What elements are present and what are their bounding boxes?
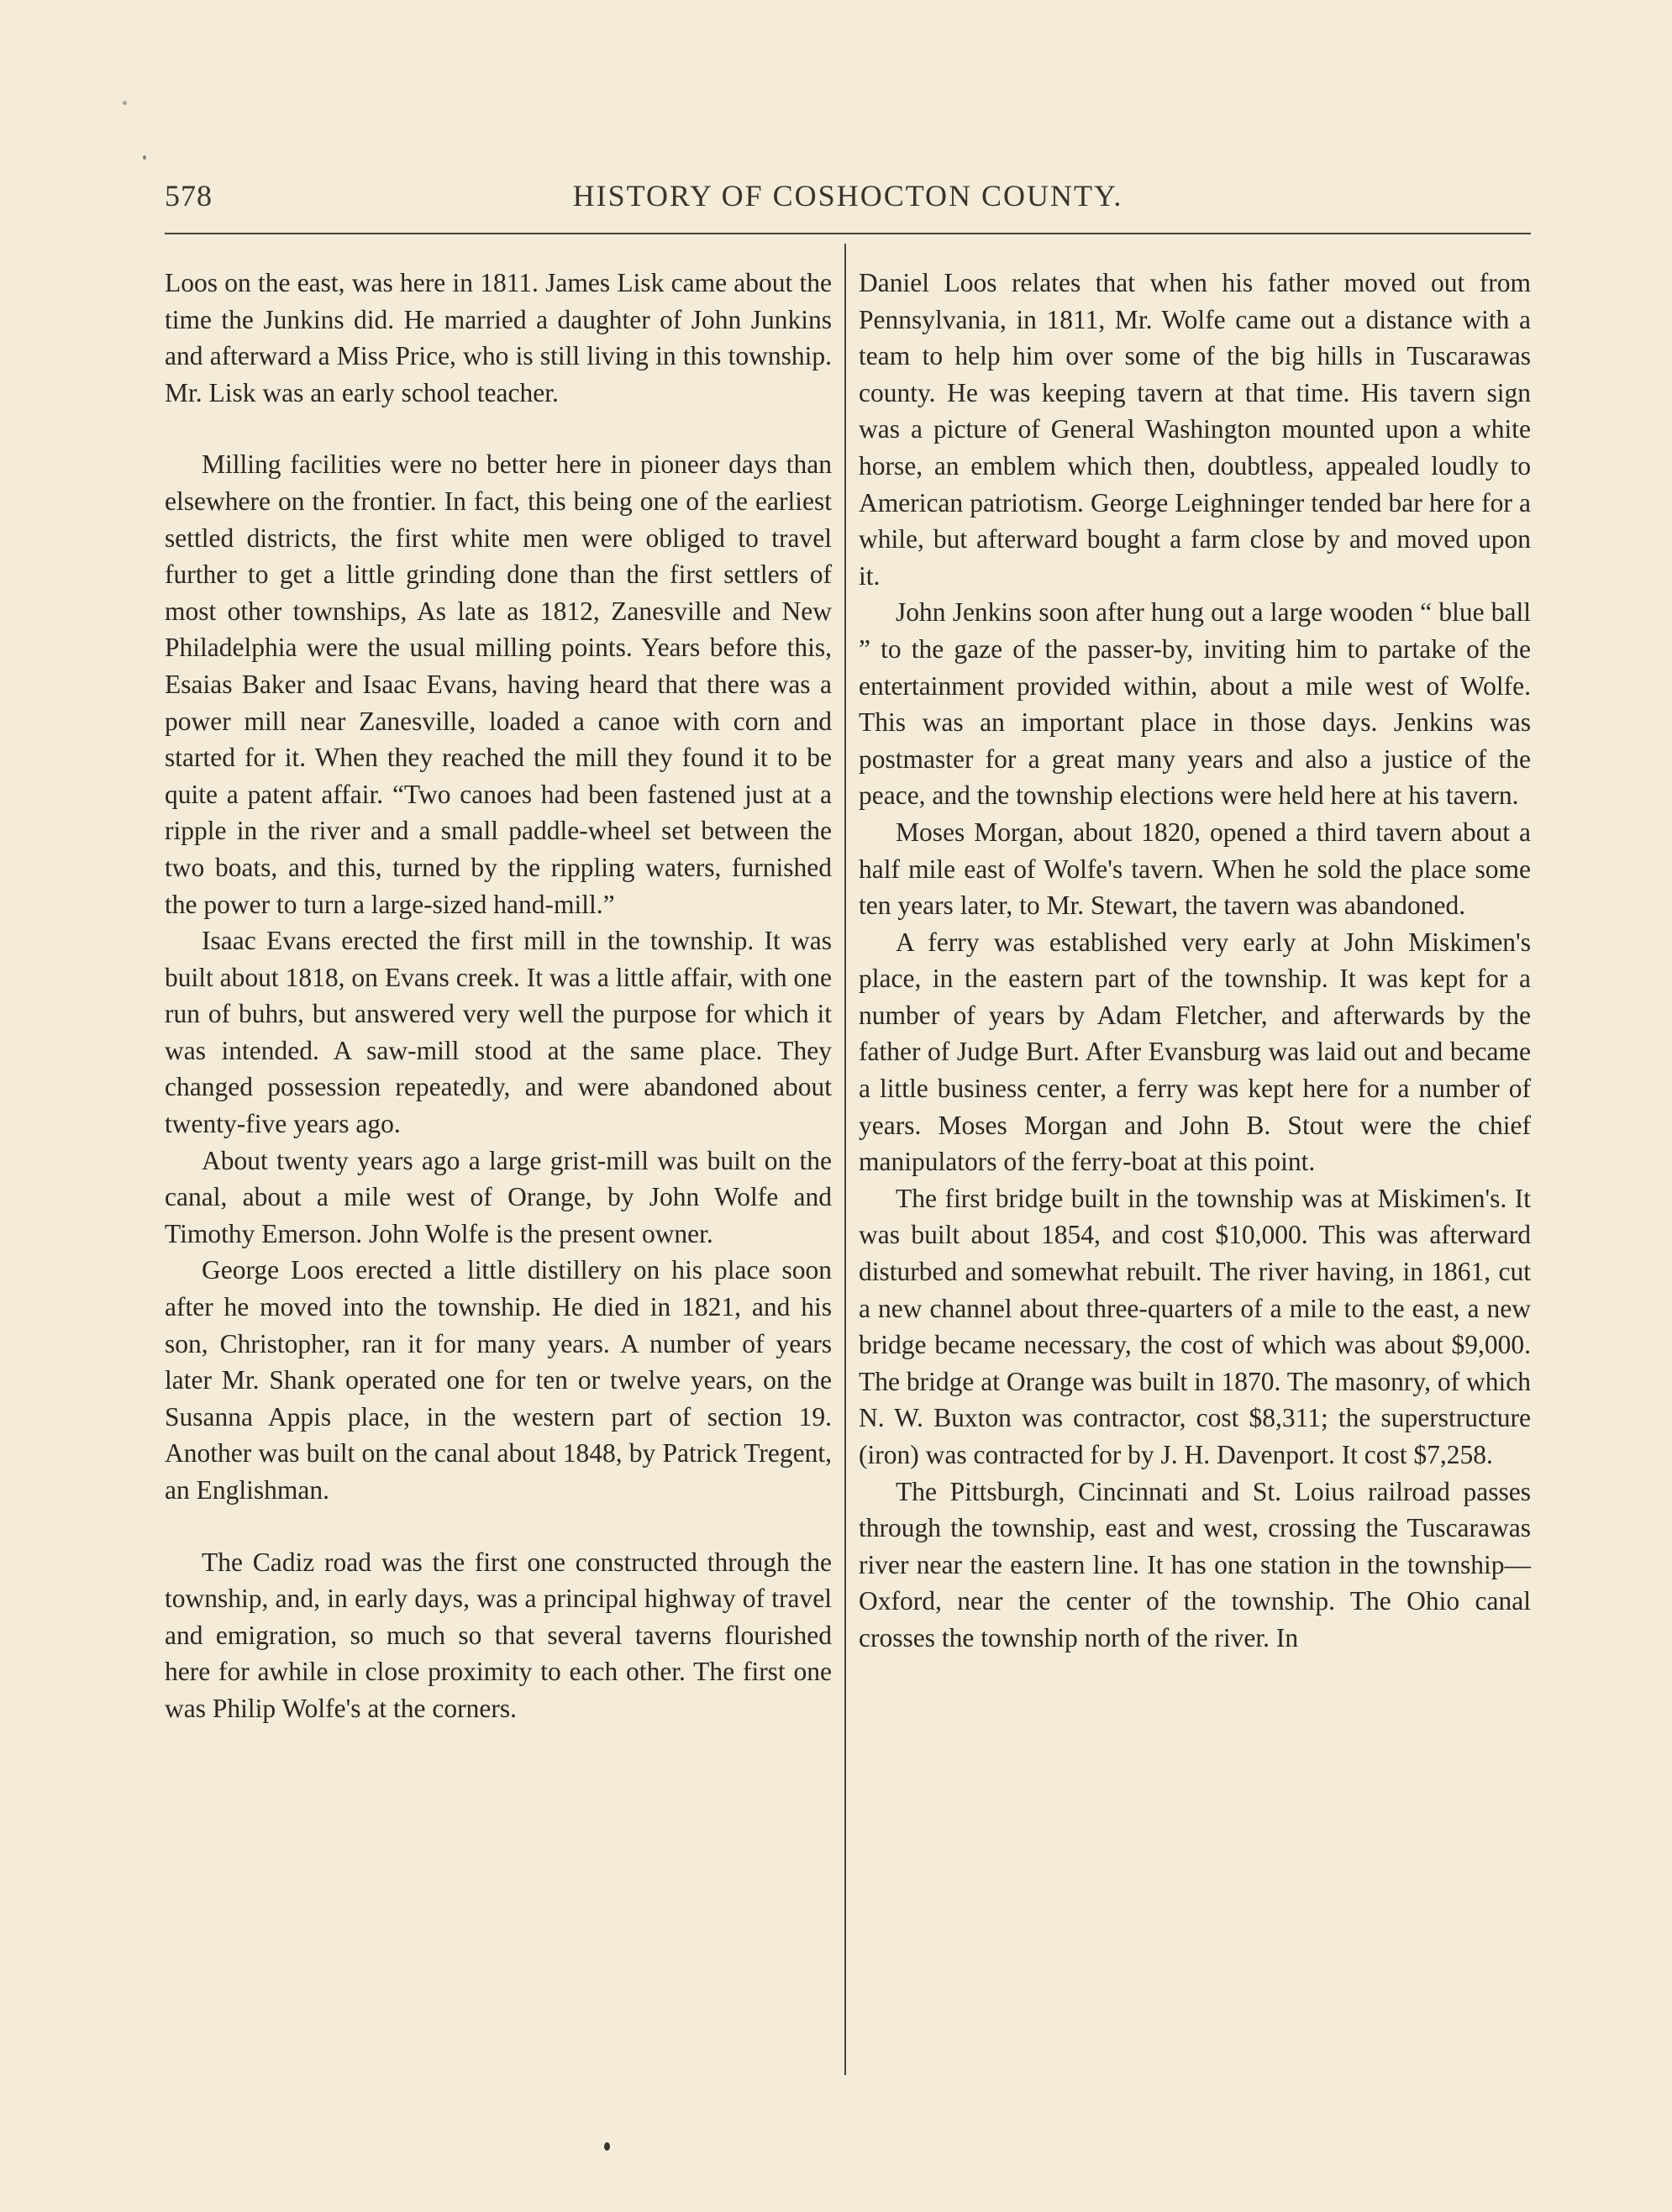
paragraph: George Loos erected a little distillery on his place soon after he moved into the township. He died in 1821, and his son, Christopher, ran it for many years. A number of years later Mr. Shank operated one for ten or twelve years, on the Susanna Appis place, in the western part of section 19. Another was built on the canal about 1848, by Patrick Tregent, an Englishman. <box>165 1255 832 1505</box>
column-divider <box>844 244 846 2075</box>
ink-fleck <box>143 155 146 160</box>
paragraph: The Cadiz road was the first one constructed through the township, and, in early days, was a principal highway of travel and emigration, so much so that several taverns flourished here for awhile in close proximity to each other. The first one was Philip Wolfe's at the corners. <box>165 1547 832 1723</box>
right-column <box>859 265 1531 1657</box>
header-rule <box>165 233 1531 234</box>
ink-fleck <box>604 2142 610 2151</box>
paragraph: The Pittsburgh, Cincinnati and St. Loius railroad passes through the township, east and west, crossing the Tuscarawas river near the eastern line. It has one station in the township—Oxford, near the center of the township. The Ohio canal crosses the township north of the river. In <box>859 1476 1531 1652</box>
ink-fleck <box>123 101 127 105</box>
paragraph: Isaac Evans erected the first mill in the township. It was built about 1818, on Evans creek. It was a little affair, with one run of buhrs, but answered very well the purpose for which it was intended. A saw-mill stood at the same place. They changed possession repeatedly, and were abandoned about twenty-five years ago. <box>165 926 832 1139</box>
paragraph: Milling facilities were no better here in pioneer days than elsewhere on the frontier. In fact, this being one of the earliest settled districts, the first white men were obliged to travel further to get a little grinding done than the first settlers of most other townships, As late as 1812, Zanesville and New Philadelphia were the usual milling points. Years before this, Esaias Baker and Isaac Evans, having heard that there was a power mill near Zanesville, loaded a canoe with corn and started for it. When they reached the mill they found it to be quite a patent affair. “Two canoes had been fastened just at a ripple in the river and a small paddle-wheel set between the two boats, and this, turned by the rippling waters, furnished the power to turn a large-sized hand-mill.” <box>165 449 832 919</box>
paragraph: A ferry was established very early at John Miskimen's place, in the eastern part of the township. It was kept for a number of years by Adam Fletcher, and afterwards by the father of Judge Burt. After Evansburg was laid out and became a little business center, a ferry was kept here for a number of years. Moses Morgan and John B. Stout were the chief manipulators of the ferry-boat at this point. <box>859 927 1531 1177</box>
page-header <box>165 178 1531 220</box>
paragraph: Loos on the east, was here in 1811. James Lisk came about the time the Junkins did. He married a daughter of John Junkins and afterward a Miss Price, who is still living in this township. Mr. Lisk was an early school teacher. <box>165 268 832 407</box>
paragraph: Moses Morgan, about 1820, opened a third tavern about a half mile east of Wolfe's tavern. When he sold the place some ten years later, to Mr. Stewart, the tavern was abandoned. <box>859 817 1531 921</box>
running-title: HISTORY OF COSHOCTON COUNTY. <box>572 179 1123 213</box>
paragraph: Daniel Loos relates that when his father moved out from Pennsylvania, in 1811, Mr. Wolfe came out a distance with a team to help him over some of the big hills in Tuscarawas county. He was keeping tavern at that time. His tavern sign was a picture of General Washington mounted upon a white horse, an emblem which then, doubtless, appealed loudly to American patriotism. George Leighninger tended bar here for a while, but afterward bought a farm close by and moved upon it. <box>859 268 1531 591</box>
page-number: 578 <box>165 179 213 213</box>
left-column <box>165 265 832 1727</box>
paragraph: The first bridge built in the township was at Miskimen's. It was built about 1854, and cost $10,000. This was afterward disturbed and somewhat rebuilt. The river having, in 1861, cut a new channel about three-quarters of a mile to the east, a new bridge became necessary, the cost of which was about $9,000. The bridge at Orange was built in 1870. The masonry, of which N. W. Buxton was contractor, cost $8,311; the superstructure (iron) was contracted for by J. H. Davenport. It cost $7,258. <box>859 1183 1531 1469</box>
paragraph: About twenty years ago a large grist-mill was built on the canal, about a mile west of Orange, by John Wolfe and Timothy Emerson. John Wolfe is the present owner. <box>165 1145 832 1248</box>
paragraph: John Jenkins soon after hung out a large wooden “ blue ball ” to the gaze of the passer-by, inviting him to partake of the entertainment provided within, about a mile west of Wolfe. This was an important place in those days. Jenkins was postmaster for a great many years and also a justice of the peace, and the township elections were held here at his tavern. <box>859 597 1531 811</box>
